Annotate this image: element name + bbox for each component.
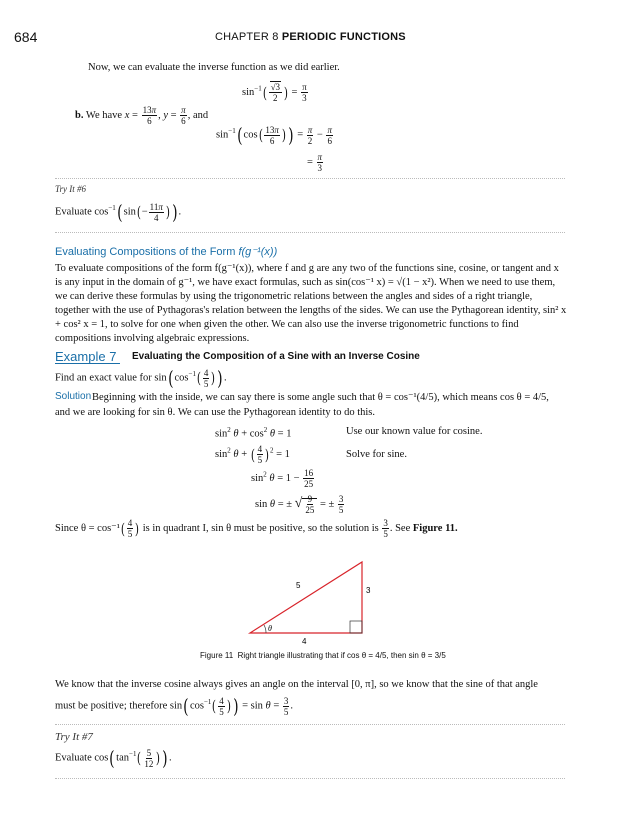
try-it-7-text: Evaluate: [55, 752, 92, 764]
since-text-b: is in quadrant I, sin θ must be positive, so the solution is: [142, 522, 379, 534]
try-it-6-label: Try It #6: [55, 184, 87, 194]
try-it-7-problem: Evaluate $\cos(\tan^{-1}$( $\frac{5}{12}$ ) ).: [55, 746, 172, 770]
solution-label: Solution: [55, 391, 92, 402]
example-underline: [55, 363, 120, 364]
part-b-label: b.: [75, 109, 84, 121]
divider: [55, 232, 565, 233]
part-b-text: We have: [85, 109, 123, 121]
divider: [55, 178, 565, 179]
example-title: Evaluating the Composition of a Sine with an Inverse Cosine: [132, 351, 420, 362]
try-it-6-text: Evaluate: [55, 206, 92, 218]
divider: [55, 724, 565, 725]
hypotenuse-label: 5: [296, 581, 301, 590]
try-it-6-problem: Evaluate $\cos^{-1}(\sin(-$ $\frac{11\pi}{4}$ ) ).: [55, 200, 182, 224]
equation-arcsin-cos: $\sin^{-1}(\cos$( $\frac{13\pi}{6}$ ) ) = $\frac{\pi}{2}$ − $\frac{\pi}{6}$: [216, 123, 332, 147]
chapter-heading: [215, 31, 406, 43]
divider: [55, 778, 565, 779]
example-prompt: Find an exact value for $\sin(\cos^{-1}$( $\frac{4}{5}$ ) ).: [55, 366, 227, 390]
page-number: 684: [14, 29, 38, 45]
chapter-title: PERIODIC FUNCTIONS: [281, 31, 406, 43]
pythag-eq-4: sin θ = ± √ $\frac{9}{25}$ = ± $\frac{3}{5}$: [255, 494, 344, 515]
try-it-7-label: Try It #7: [55, 731, 93, 743]
pythag-note-1: Use our known value for cosine.: [346, 426, 483, 437]
pythag-note-2: Solve for sine.: [346, 449, 407, 460]
triangle-shape: [250, 562, 362, 633]
conclusion-text: must be positive; therefore: [55, 700, 168, 712]
since-text-c: . See: [389, 522, 411, 534]
example-prompt-text: Find an exact value for: [55, 372, 152, 384]
solution-line-2: and we are looking for sin θ. We can use the Pythagorean identity to do this.: [55, 407, 375, 418]
opposite-label: 3: [366, 586, 371, 595]
angle-label: θ: [268, 624, 272, 633]
conclusion-line-2: must be positive; therefore $\sin(\cos^{-1}$( $\frac{4}{5}$ ) ) = sin θ = $\frac{3}{5}$ .: [55, 694, 293, 718]
part-b: b. We have x = $\frac{13\pi}{6}$ , y = $\frac{\pi}{6}$ , and: [75, 105, 209, 126]
chapter-label: CHAPTER 8: [215, 31, 279, 43]
section-paragraph: To evaluate compositions of the form f(g⁻¹(x)), where f and g are any two of the functions sine, cosine, or tangent and x is any input in the domain of g⁻¹, we have exact formulas, such as sin(cos⁻¹ x) = √(1 − x²). When we need to use them, we can derive these formulas by using the trigonometric relations between the angles and sides of a right triangle, together with the use of Pythagoras's relation between the lengths of the sides. We can use the Pythagorean identity, sin² x + cos² x = 1, to solve for one when given the other. We can also use the inverse trigonometric functions to find compositions involving algebraic expressions.: [55, 263, 567, 344]
right-angle-marker: [350, 621, 362, 633]
intro-text: Now, we can evaluate the inverse function as we did earlier.: [88, 62, 340, 73]
conclusion-line-1: We know that the inverse cosine always gives an angle on the interval [0, π], so we know that the sine of that angle: [55, 679, 538, 690]
example-label: Example 7: [55, 349, 117, 364]
adjacent-label: 4: [302, 637, 307, 645]
figure-label: Figure 11: [200, 651, 234, 660]
since-text-a: Since θ = cos⁻¹: [55, 522, 120, 534]
angle-arc: [264, 625, 266, 633]
pythag-eq-2: $\sin^2 \theta$ + ( $\frac{4}{5}$ )$^2$ = 1: [215, 444, 290, 465]
figure-11-triangle: [240, 560, 380, 645]
solution-line-1: Beginning with the inside, we can say there is some angle such that θ = cos⁻¹(4/5), which means cos θ = 4/5,: [92, 392, 549, 403]
figure-caption: [200, 651, 446, 660]
equation-result: = $\frac{\pi}{3}$: [307, 152, 323, 173]
since-line: Since θ = cos⁻¹( $\frac{4}{5}$ ) is in quadrant I, sin θ must be positive, so the solution is $\frac{3}{5}$ . See Figure 11.: [55, 518, 458, 539]
figure-ref: Figure 11.: [412, 522, 458, 534]
pythag-eq-1: $\sin^2 \theta + \cos^2 \theta = 1$: [215, 426, 292, 440]
equation-arcsin: $\sin^{-1}$( $\frac{√3}{2}$ ) = $\frac{\pi}{3}$: [242, 82, 307, 103]
part-b-and: , and: [187, 109, 209, 121]
section-title-math: f(g⁻¹(x)): [238, 246, 278, 258]
pythag-eq-3: $\sin^2 \theta = 1$ − $\frac{16}{25}$: [251, 468, 314, 489]
section-title: [55, 245, 277, 258]
section-title-text: Evaluating Compositions of the Form: [55, 246, 236, 258]
figure-caption-text: Right triangle illustrating that if cos θ = 4/5, then sin θ = 3/5: [237, 651, 446, 660]
